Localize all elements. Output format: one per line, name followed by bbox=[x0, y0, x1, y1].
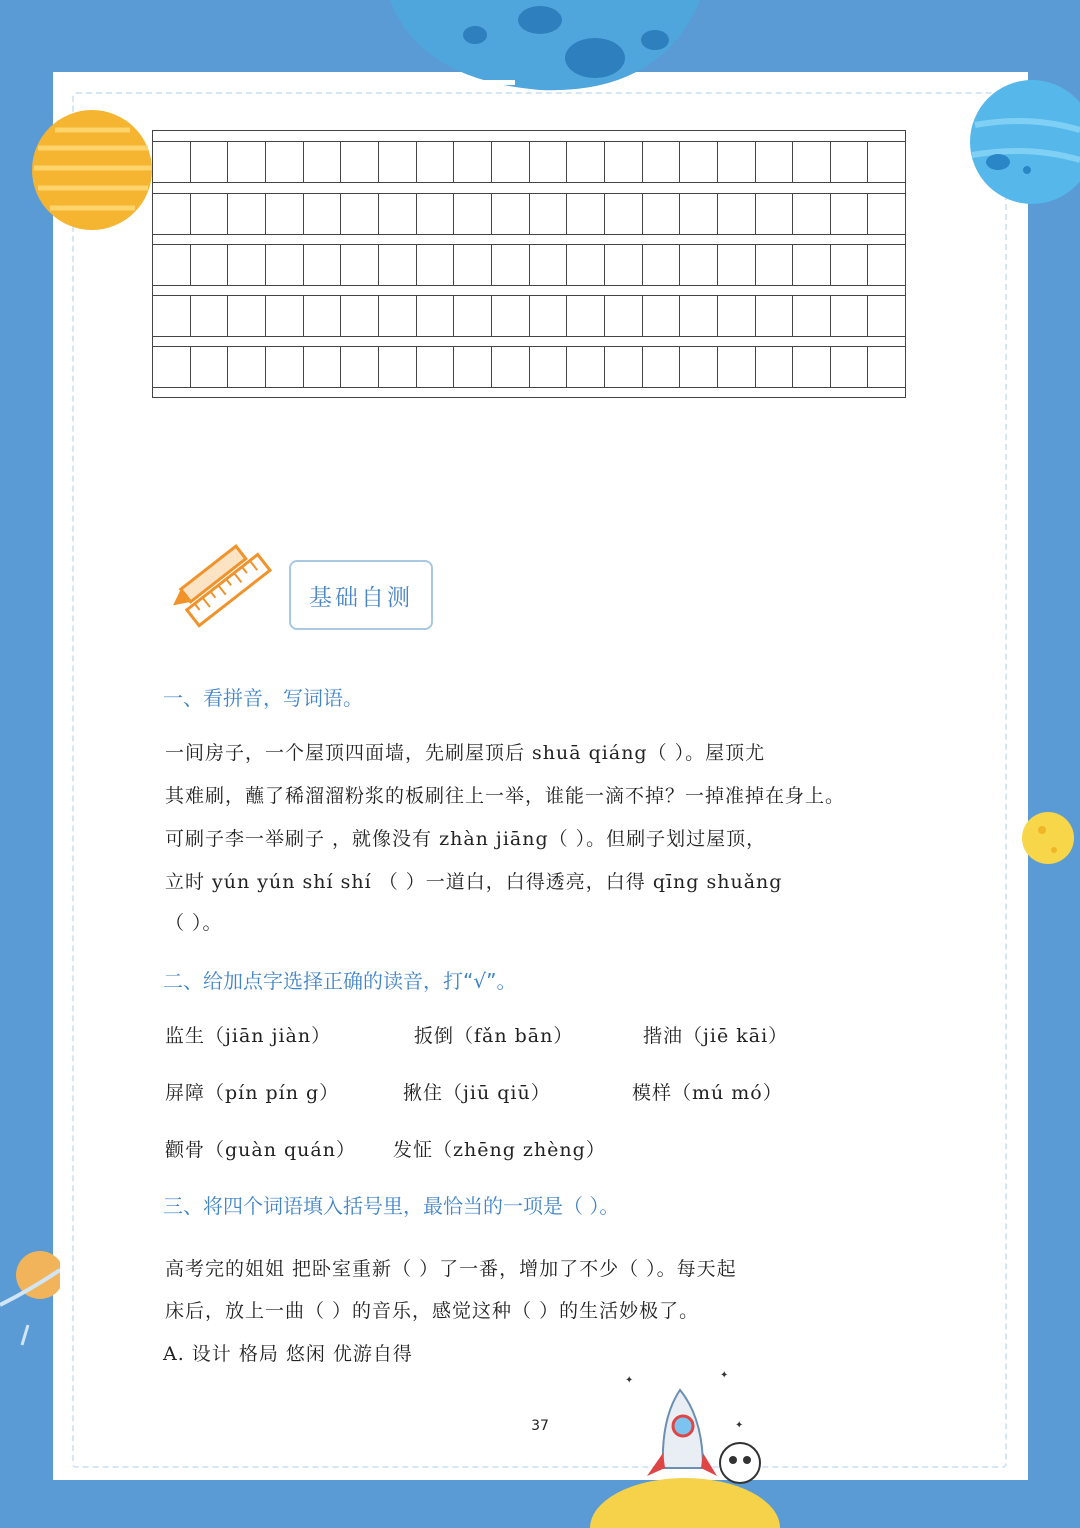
svg-text:✦: ✦ bbox=[625, 1375, 634, 1386]
q3-line: 床后，放上一曲（ ）的音乐，感觉这种（ ）的生活妙极了。 bbox=[165, 1300, 700, 1322]
grid-row bbox=[153, 346, 905, 388]
grid-row bbox=[153, 295, 905, 337]
question-3-title: 三、将四个词语填入括号里，最恰当的一项是（ ）。 bbox=[163, 1194, 620, 1218]
section-badge bbox=[289, 560, 433, 630]
svg-text:✦: ✦ bbox=[735, 1420, 744, 1431]
q3-option-a: A. 设计 格局 悠闲 优游自得 bbox=[163, 1343, 413, 1365]
q1-line: 可刷子李一举刷子 ，就像没有 zhàn jiāng（ ）。但刷子划过屋顶， bbox=[165, 828, 767, 850]
q2-item: 屏障（pín pín g） bbox=[165, 1082, 340, 1104]
question-2-title: 二、给加点字选择正确的读音，打“√”。 bbox=[163, 969, 517, 993]
question-1-title: 一、看拼音，写词语。 bbox=[163, 686, 363, 710]
q2-item: 揩油（jiē kāi） bbox=[643, 1025, 789, 1047]
q2-item: 发怔（zhēng zhèng） bbox=[393, 1139, 606, 1161]
q2-item: 扳倒（fǎn bān） bbox=[414, 1025, 574, 1047]
grid-row bbox=[153, 244, 905, 286]
q1-line: 一间房子，一个屋顶四面墙，先刷屋顶后 shuā qiáng（ ）。屋顶尤 bbox=[165, 742, 766, 764]
yellow-planet-illustration bbox=[30, 108, 155, 233]
grid-row bbox=[153, 193, 905, 235]
q1-line: 其难刷，蘸了稀溜溜粉浆的板刷往上一举，谁能一滴不掉？一掉准掉在身上。 bbox=[165, 785, 846, 807]
ringed-planet-illustration bbox=[0, 1235, 60, 1355]
page-number: 37 bbox=[531, 1418, 549, 1434]
svg-text:✦: ✦ bbox=[720, 1370, 729, 1381]
q1-line: 立时 yún yún shí shí （ ）一道白，白得透亮，白得 qīng shuǎng bbox=[165, 871, 783, 893]
q2-item: 颧骨（guàn quán） bbox=[165, 1139, 356, 1161]
writing-grid bbox=[152, 130, 906, 398]
q3-line: 高考完的姐姐 把卧室重新（ ）了一番，增加了不少（ ）。每天起 bbox=[165, 1258, 737, 1280]
blue-planet-illustration bbox=[970, 80, 1080, 210]
pencil-ruler-icon bbox=[172, 540, 272, 640]
q2-item: 监生（jiān jiàn） bbox=[165, 1025, 332, 1047]
small-yellow-planet-illustration bbox=[1022, 798, 1080, 880]
section-badge-label: 基础自测 bbox=[309, 584, 413, 611]
grid-row bbox=[153, 141, 905, 183]
top-planet-illustration bbox=[380, 0, 710, 95]
q1-line: （ ）。 bbox=[165, 912, 223, 934]
rocket-panda-illustration bbox=[585, 1368, 785, 1528]
q2-item: 模样（mú mó） bbox=[632, 1082, 783, 1104]
q2-item: 揪住（jiū qiū） bbox=[403, 1082, 551, 1104]
